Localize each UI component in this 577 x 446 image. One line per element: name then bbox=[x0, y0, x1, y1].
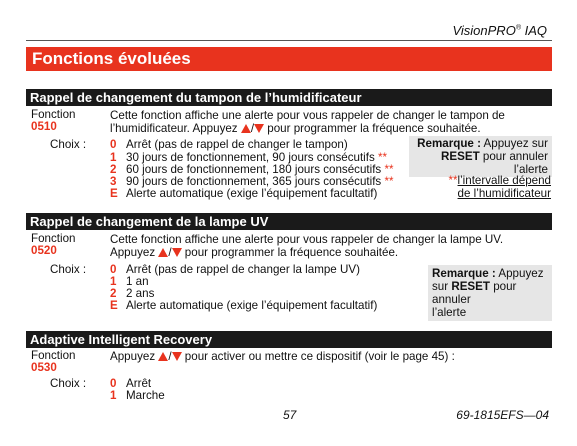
remark-text: pour annuler l’alerte bbox=[479, 150, 548, 176]
remark-text: Appuyez sur bbox=[480, 137, 548, 150]
footnote-marker: ** bbox=[448, 174, 458, 187]
header-rule bbox=[26, 40, 552, 41]
up-arrow-icon bbox=[241, 124, 251, 133]
description-line: l’humidificateur. Appuyez / pour programmer la fréquence souhaitée. bbox=[110, 122, 481, 135]
option-text: 30 jours de fonctionnement, 90 jours consécutifs bbox=[126, 151, 375, 164]
description-text: pour activer ou mettre ce dispositif (voir le page 45) : bbox=[181, 350, 455, 363]
description-text: Appuyez bbox=[110, 350, 159, 363]
remark-label: Remarque : bbox=[432, 267, 496, 280]
option-number: 0 bbox=[110, 263, 117, 276]
option-number: 3 bbox=[110, 175, 117, 188]
document-code: 69-1815EFS—04 bbox=[456, 408, 549, 422]
description-line: Cette fonction affiche une alerte pour vous rappeler de changer la lampe UV. bbox=[110, 233, 504, 246]
page-banner: Fonctions évoluées bbox=[26, 47, 552, 71]
fonction-label: Fonction bbox=[31, 108, 76, 121]
option-text: Arrêt (pas de rappel de changer le tampon) bbox=[126, 138, 348, 151]
remark-line bbox=[413, 150, 548, 176]
remark-text: pour annuler bbox=[432, 280, 517, 306]
fonction-code: 0510 bbox=[31, 120, 57, 133]
remark-line bbox=[432, 280, 548, 306]
option-text: Arrêt bbox=[126, 377, 152, 390]
option-text: 60 jours de fonctionnement, 180 jours consécutifs bbox=[126, 163, 382, 176]
section-description: Appuyez / pour activer ou mettre ce dispositif (voir le page 45) : bbox=[110, 350, 455, 363]
registered-mark: ® bbox=[515, 24, 521, 32]
up-arrow-icon bbox=[158, 352, 168, 361]
option-text: Alerte automatique (exige l’équipement facultatif) bbox=[126, 187, 378, 200]
footnote-text: de l’humidificateur bbox=[457, 187, 551, 200]
option-number: E bbox=[110, 299, 118, 312]
down-arrow-icon bbox=[254, 124, 264, 133]
footnote-line bbox=[449, 174, 552, 187]
option-number: 0 bbox=[110, 377, 117, 390]
remark-text: Appuyez bbox=[495, 267, 544, 280]
remark-line bbox=[432, 267, 548, 280]
description-text: l’humidificateur. Appuyez bbox=[110, 122, 241, 135]
description-text: Appuyez bbox=[110, 246, 159, 259]
description-text: pour programmer la fréquence souhaitée. bbox=[181, 246, 399, 259]
remark-text: l’alerte bbox=[432, 306, 467, 319]
down-arrow-icon bbox=[172, 352, 182, 361]
remark-label: Remarque : bbox=[417, 137, 481, 150]
option-item bbox=[110, 389, 165, 402]
section-title-adaptive-recovery: Adaptive Intelligent Recovery bbox=[26, 331, 552, 348]
option-text: 1 an bbox=[126, 275, 149, 288]
fonction-code: 0530 bbox=[31, 361, 57, 374]
option-number: 1 bbox=[110, 275, 117, 288]
section-description bbox=[110, 233, 550, 259]
footnote-marker: ** bbox=[381, 163, 394, 176]
choix-label: Choix : bbox=[50, 263, 87, 276]
footnote bbox=[449, 174, 552, 200]
footnote-marker: ** bbox=[381, 175, 394, 188]
option-text: Marche bbox=[126, 389, 165, 402]
option-text: Alerte automatique (exige l’équipement facultatif) bbox=[126, 299, 378, 312]
fonction-label: Fonction bbox=[31, 232, 76, 245]
up-arrow-icon bbox=[158, 248, 168, 257]
section-title-humidifier-pad: Rappel de changement du tampon de l’humidificateur bbox=[26, 89, 552, 106]
brand-title bbox=[452, 24, 547, 37]
option-number: 1 bbox=[110, 389, 117, 402]
description-line: Appuyez / pour programmer la fréquence souhaitée. bbox=[110, 246, 399, 259]
remark-text: sur bbox=[432, 280, 452, 293]
remark-box bbox=[428, 265, 552, 321]
remark-line bbox=[413, 137, 548, 150]
description-text: pour programmer la fréquence souhaitée. bbox=[264, 122, 481, 135]
option-item bbox=[110, 187, 377, 200]
reset-key-label: RESET bbox=[441, 150, 480, 163]
option-number: 0 bbox=[110, 138, 117, 151]
description-line: Cette fonction affiche une alerte pour vous rappeler de changer le tampon de bbox=[110, 109, 505, 122]
reset-key-label: RESET bbox=[451, 280, 490, 293]
option-number: E bbox=[110, 187, 118, 200]
choix-label: Choix : bbox=[50, 138, 87, 151]
option-text: Arrêt (pas de rappel de changer la lampe UV) bbox=[126, 263, 360, 276]
footnote-marker: ** bbox=[374, 151, 388, 164]
option-item bbox=[110, 138, 348, 151]
option-number: 1 bbox=[110, 151, 117, 164]
option-number: 2 bbox=[110, 287, 117, 300]
option-number: 2 bbox=[110, 163, 117, 176]
choix-label: Choix : bbox=[50, 377, 87, 390]
option-text: 90 jours de fonctionnement, 365 jours consécutifs bbox=[126, 175, 382, 188]
brand-name: VisionPRO bbox=[452, 23, 516, 38]
brand-suffix: IAQ bbox=[520, 23, 547, 38]
fonction-code: 0520 bbox=[31, 244, 57, 257]
section-title-uv-lamp: Rappel de changement de la lampe UV bbox=[26, 213, 552, 230]
option-text: 2 ans bbox=[126, 287, 155, 300]
option-item bbox=[110, 299, 377, 312]
remark-box bbox=[409, 136, 552, 177]
fonction-label: Fonction bbox=[31, 349, 76, 362]
page-number: 57 bbox=[283, 408, 297, 422]
down-arrow-icon bbox=[172, 248, 182, 257]
footnote-text: l’intervalle dépend bbox=[457, 174, 551, 187]
section-description bbox=[110, 109, 550, 135]
